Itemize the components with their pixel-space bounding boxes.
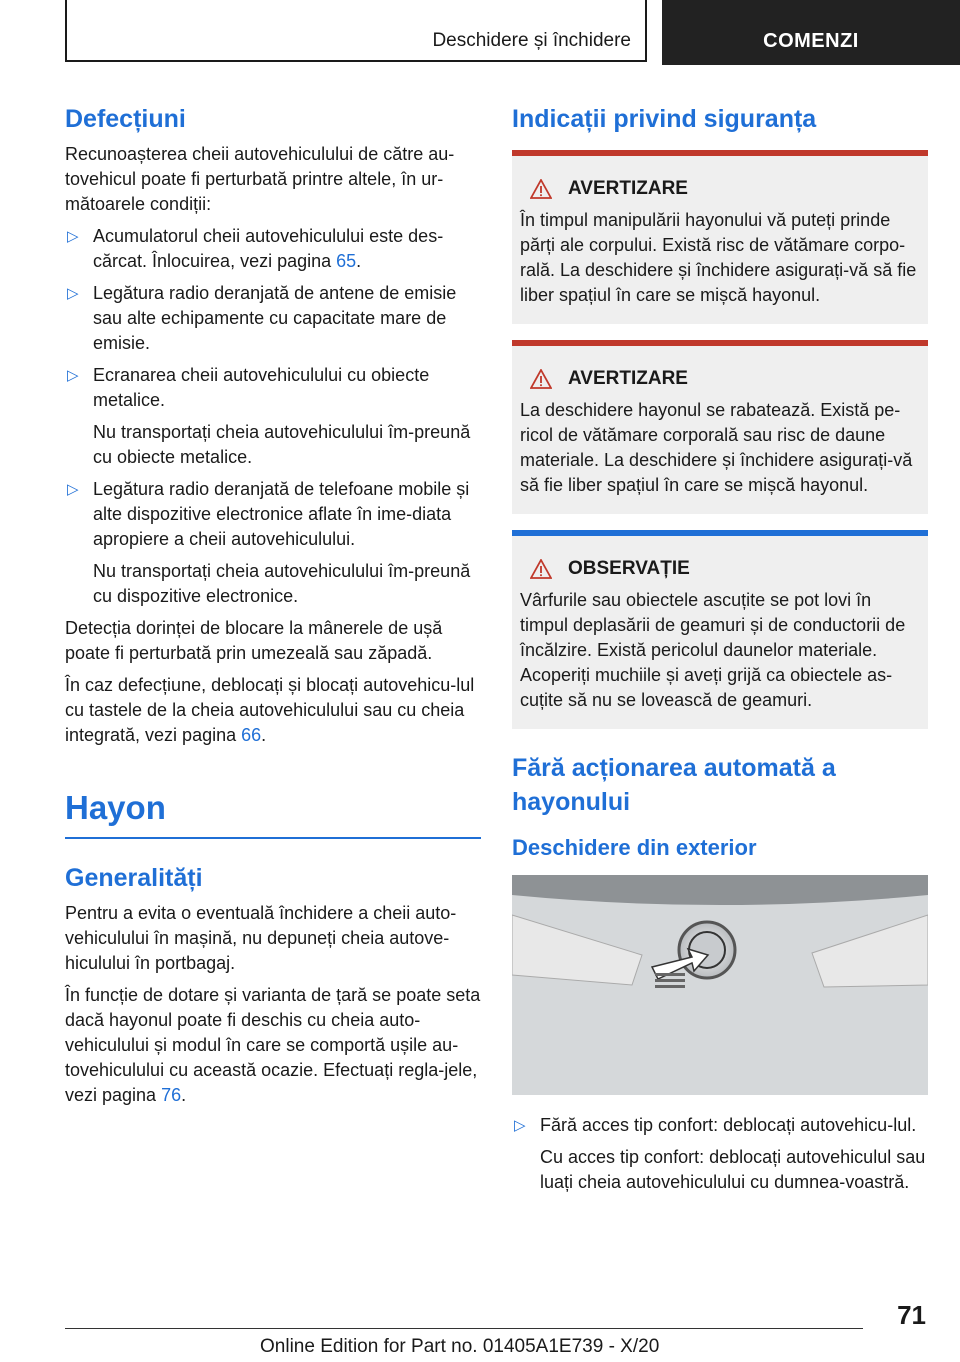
warning-box bbox=[512, 340, 928, 514]
defectiuni-list bbox=[65, 224, 481, 609]
section-title: Deschidere și închidere bbox=[65, 0, 647, 62]
triangle-bullet-icon: ▷ bbox=[67, 481, 79, 498]
notice-box bbox=[512, 530, 928, 729]
page-link[interactable]: 66 bbox=[241, 725, 262, 745]
page-number: 71 bbox=[897, 1300, 926, 1330]
page-link[interactable]: 76 bbox=[161, 1085, 182, 1105]
list-item-note: Nu transportați cheia autovehiculului îm-preună cu obiecte metalice. bbox=[93, 422, 471, 467]
fara-actionare-heading: Fără acționarea automată a hayonului bbox=[512, 754, 836, 816]
tailgate-photo bbox=[512, 875, 928, 1095]
notice-text: Vârfurile sau obiectele ascuțite se pot lovi în timpul deplasării de geamuri și de conductorii de încălzire. Există pericolul daunelor materiale. Acoperiți muchiile și aveți grijă ca obiectele as-cuțite să nu se lovească de geamuri. bbox=[520, 590, 906, 710]
list-item: ▷ Fără acces tip confort: deblocați autovehicu-lul. Cu acces tip confort: deblocați autovehiculul sau luați cheia autovehiculului cu dumnea-voastră. bbox=[512, 1113, 928, 1195]
heading-rule bbox=[65, 837, 481, 839]
warning-box bbox=[512, 150, 928, 324]
deschidere-exterior-heading: Deschidere din exterior bbox=[512, 835, 757, 860]
hayon-heading: Hayon bbox=[65, 789, 166, 826]
warning-triangle-icon bbox=[530, 559, 552, 579]
page-header bbox=[65, 0, 960, 65]
warning-title: AVERTIZARE bbox=[568, 178, 688, 199]
defectiuni-intro: Recunoașterea cheii autovehiculului de către au-tovehicul poate fi perturbată printre altele, în ur-mătoarele condiții: bbox=[65, 144, 455, 214]
exterior-list bbox=[512, 1113, 928, 1195]
triangle-bullet-icon: ▷ bbox=[514, 1117, 526, 1134]
footer-rule bbox=[65, 1328, 863, 1329]
triangle-bullet-icon: ▷ bbox=[67, 367, 79, 384]
warning-text: La deschidere hayonul se rabatează. Există pe-ricol de vătămare corporală sau risc de daune materiale. La deschidere și închidere asigurați-vă să fie liber spațiul în care se mișcă hayonul. bbox=[520, 400, 913, 495]
warning-text: În timpul manipulării hayonului vă puteți prinde părți ale corpului. Există risc de vătămare corpo-rală. La deschidere și închidere asigurați-vă să fie liber spațiul în care se mișcă hayonul. bbox=[520, 210, 917, 305]
chapter-tab[interactable]: COMENZI bbox=[662, 0, 960, 65]
generalitati-paragraph-1: Pentru a evita o eventuală închidere a cheii auto-vehiculului în mașină, nu depuneți cheia autove-hiculului în portbagaj. bbox=[65, 903, 457, 973]
detectie-paragraph: Detecția dorinței de blocare la mânerele de ușă poate fi perturbată prin umezeală sau zăpadă. bbox=[65, 618, 443, 663]
siguranta-heading: Indicații privind siguranța bbox=[512, 105, 817, 133]
defect-paragraph: În caz defecțiune, deblocați și blocați autovehicu-lul cu tastele de la cheia autovehiculului sau cu cheia integrată, vezi pagina 66. bbox=[65, 675, 475, 745]
list-item: ▷ Acumulatorul cheii autovehiculului este des-cărcat. Înlocuirea, vezi pagina 65. bbox=[67, 226, 444, 271]
list-item: ▷ Legătura radio deranjată de antene de emisie sau alte echipamente cu capacitate mare de emisie. bbox=[67, 283, 457, 353]
tailgate-illustration bbox=[512, 875, 928, 1095]
notice-title: OBSERVAȚIE bbox=[568, 558, 690, 579]
list-item-note: Cu acces tip confort: deblocați autovehiculul sau luați cheia autovehiculului cu dumnea-voastră. bbox=[540, 1147, 926, 1192]
triangle-bullet-icon: ▷ bbox=[67, 228, 79, 245]
list-item: ▷ Legătura radio deranjată de telefoane mobile și alte dispozitive electronice aflate în ime-diata apropiere a cheii autovehiculului. Nu transportați cheia autovehiculului îm-preună cu dispozitive electronice. bbox=[65, 477, 481, 609]
generalitati-paragraph-2: În funcție de dotare și varianta de țară se poate seta dacă hayonul poate fi deschis cu cheia auto-vehiculului și modul în care se comportă ușile au-tovehiculului cu această ocazie. Efectuați regla-jele, vezi pagina 76. bbox=[65, 985, 481, 1105]
triangle-bullet-icon: ▷ bbox=[67, 285, 79, 302]
warning-triangle-icon bbox=[530, 369, 552, 389]
left-column bbox=[65, 102, 481, 1115]
defectiuni-heading: Defecțiuni bbox=[65, 105, 186, 133]
right-column bbox=[512, 102, 928, 1202]
warning-title: AVERTIZARE bbox=[568, 368, 688, 389]
list-item-note: Nu transportați cheia autovehiculului îm-preună cu dispozitive electronice. bbox=[93, 561, 471, 606]
warning-triangle-icon bbox=[530, 179, 552, 199]
page-link[interactable]: 65 bbox=[336, 251, 357, 271]
list-item: ▷ Ecranarea cheii autovehiculului cu obiecte metalice. Nu transportați cheia autovehiculului îm-preună cu obiecte metalice. bbox=[65, 363, 481, 470]
footer-edition: Online Edition for Part no. 01405A1E739 - X/20 bbox=[260, 1336, 660, 1357]
generalitati-heading: Generalități bbox=[65, 864, 203, 892]
